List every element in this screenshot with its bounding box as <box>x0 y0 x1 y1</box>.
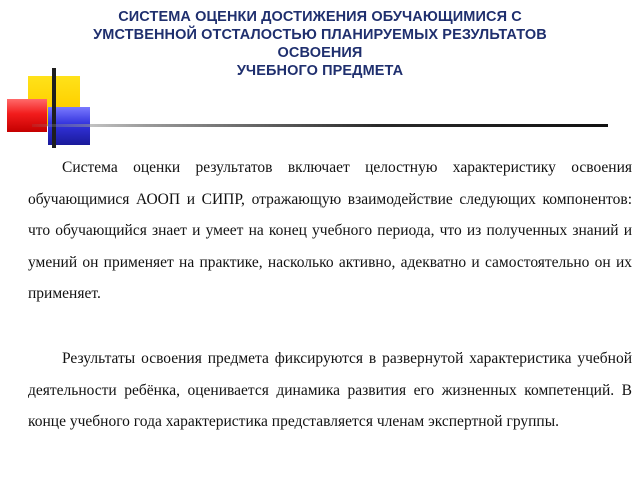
slide-title <box>20 8 620 80</box>
title-line-4: УЧЕБНОГО ПРЕДМЕТА <box>236 63 404 79</box>
decorative-vertical-bar <box>52 68 56 148</box>
title-line-1: СИСТЕМА ОЦЕНКИ ДОСТИЖЕНИЯ ОБУЧАЮЩИМИСЯ С <box>118 9 522 25</box>
title-divider-line <box>32 124 608 127</box>
paragraph-assessment-system: Система оценки результатов включает целостную характеристику освоения обучающимися АООП и СИПР, отражающую взаимодействие следующих компонентов: что обучающийся знает и умеет на конец учебного периода, что из полученных знаний и умений он применяет на практике, насколько активно, адекватно и самостоятельно он их применяет. <box>28 159 632 302</box>
paragraph-results: Результаты освоения предмета фиксируются в развернутой характеристика учебной деятельности ребёнка, оценивается динамика развития его жизненных компетенций. В конце учебного года характеристика представляется членам экспертной группы. <box>28 350 632 430</box>
title-line-3: ОСВОЕНИЯ <box>277 45 363 61</box>
decorative-red-square <box>7 99 47 132</box>
title-line-2: УМСТВЕННОЙ ОТСТАЛОСТЬЮ ПЛАНИРУЕМЫХ РЕЗУЛЬТАТОВ <box>93 27 547 43</box>
